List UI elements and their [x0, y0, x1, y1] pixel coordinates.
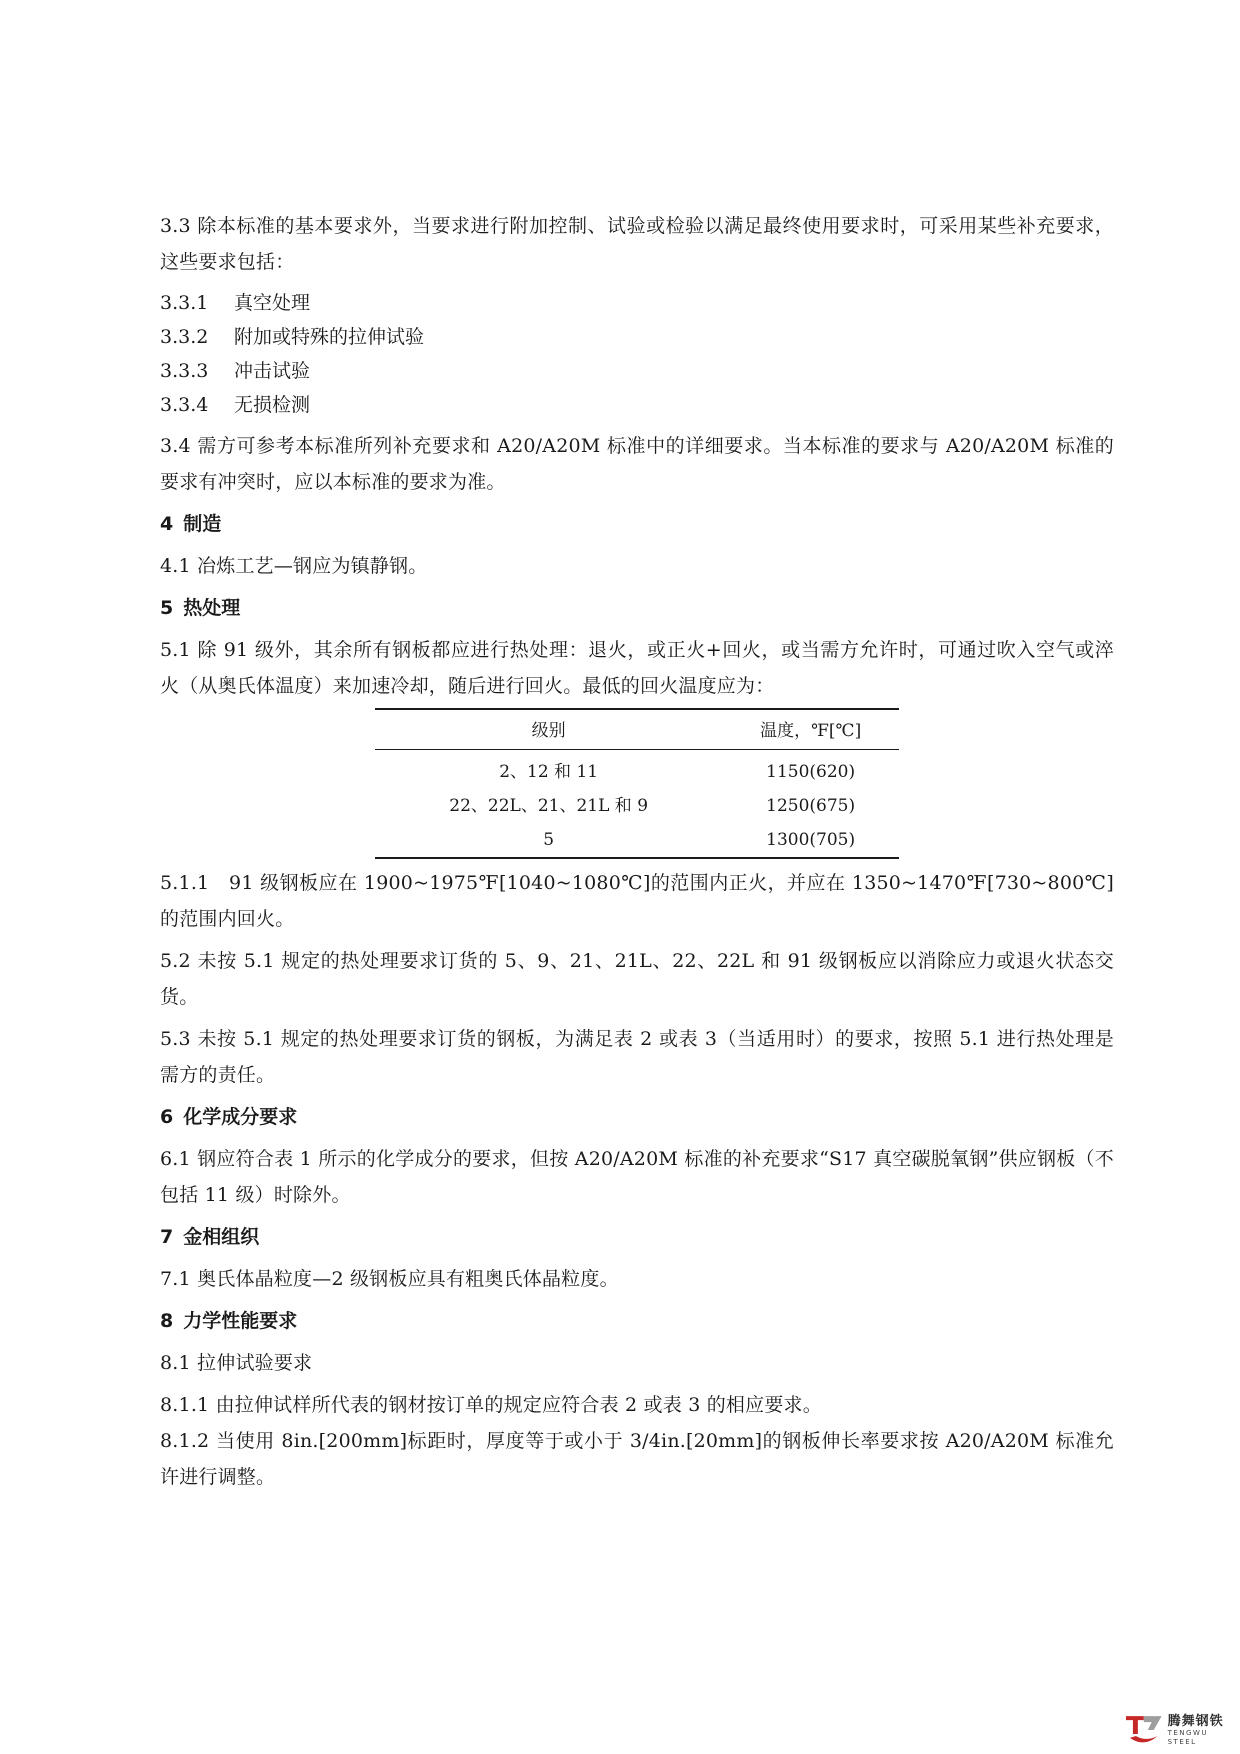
item-number: 3.3.3	[160, 360, 209, 382]
column-header-temperature: 温度，℉[℃]	[722, 709, 899, 750]
paragraph-5-1: 5.1 除 91 级外，其余所有钢板都应进行热处理：退火，或正火+回火，或当需方允许时，可通过吹入空气或淬火（从奥氏体温度）来加速冷却，随后进行回火。最低的回火温度应为：	[160, 639, 1114, 697]
paragraph-6-1: 6.1 钢应符合表 1 所示的化学成分的要求，但按 A20/A20M 标准的补充要求“S17 真空碳脱氧钢”供应钢板（不包括 11 级）时除外。	[160, 1148, 1114, 1206]
item-text: 附加或特殊的拉伸试验	[234, 326, 425, 348]
paragraph-3-3: 3.3 除本标准的基本要求外，当要求进行附加控制、试验或检验以满足最终使用要求时，可采用某些补充要求，这些要求包括：	[160, 215, 1114, 273]
table-row	[375, 750, 899, 790]
heading-title: 力学性能要求	[183, 1310, 298, 1332]
heading-title: 化学成分要求	[183, 1106, 298, 1128]
paragraph-4-1: 4.1 冶炼工艺—钢应为镇静钢。	[160, 555, 428, 577]
logo-name-cn: 腾舞钢铁	[1167, 1713, 1224, 1729]
paragraph-5-1-1: 5.1.1 91 级钢板应在 1900~1975℉[1040~1080℃]的范围内正火，并应在 1350~1470℉[730~800℃]的范围内回火。	[160, 872, 1114, 930]
list-item	[160, 320, 1114, 354]
section-heading-5	[160, 590, 1114, 626]
company-logo	[1124, 1712, 1240, 1748]
paragraph-5-2: 5.2 未按 5.1 规定的热处理要求订货的 5、9、21、21L、22、22L 和 91 级钢板应以消除应力或退火状态交货。	[160, 950, 1114, 1008]
item-text: 真空处理	[234, 292, 311, 314]
heading-title: 制造	[183, 513, 222, 535]
section-heading-8	[160, 1303, 1114, 1339]
item-text: 冲击试验	[234, 360, 311, 382]
paragraph-8-1: 8.1 拉伸试验要求	[160, 1352, 313, 1374]
paragraph-8-1-1: 8.1.1 由拉伸试样所代表的钢材按订单的规定应符合表 2 或表 3 的相应要求。	[160, 1394, 822, 1416]
section-heading-7	[160, 1219, 1114, 1255]
paragraph-5-3: 5.3 未按 5.1 规定的热处理要求订货的钢板，为满足表 2 或表 3（当适用时）的要求，按照 5.1 进行热处理是需方的责任。	[160, 1028, 1114, 1086]
paragraph-8-1-2: 8.1.2 当使用 8in.[200mm]标距时，厚度等于或小于 3/4in.[20mm]的钢板伸长率要求按 A20/A20M 标准允许进行调整。	[160, 1430, 1114, 1488]
table-cell-grade: 22、22L、21、21L 和 9	[449, 796, 649, 816]
heading-title: 金相组织	[183, 1226, 260, 1248]
table-cell-grade: 5	[375, 823, 722, 858]
document-body	[160, 208, 1114, 1501]
logo-name-en: TENGWU STEEL	[1167, 1728, 1209, 1746]
heading-number: 7	[160, 1226, 174, 1248]
tempering-temperature-table	[375, 708, 899, 859]
column-header-grade: 级别	[375, 709, 722, 750]
table-cell-temperature: 1150(620)	[766, 762, 856, 782]
list-item	[160, 354, 1114, 388]
item-number: 3.3.2	[160, 326, 209, 348]
list-3-3	[160, 286, 1114, 422]
heading-number: 4	[160, 513, 174, 535]
item-number: 3.3.1	[160, 292, 209, 314]
table-header-row	[375, 709, 899, 750]
table-cell-temperature: 1250(675)	[766, 796, 856, 816]
heading-number: 5	[160, 597, 174, 619]
table-cell-temperature: 1300(705)	[722, 823, 899, 858]
heading-number: 8	[160, 1310, 174, 1332]
table-row	[375, 789, 899, 823]
list-item	[160, 286, 1114, 320]
heading-number: 6	[160, 1106, 174, 1128]
item-text: 无损检测	[234, 394, 311, 416]
heading-title: 热处理	[183, 597, 241, 619]
paragraph-7-1: 7.1 奥氏体晶粒度—2 级钢板应具有粗奥氏体晶粒度。	[160, 1268, 619, 1290]
table-cell-grade: 2、12 和 11	[499, 762, 599, 782]
item-number: 3.3.4	[160, 394, 209, 416]
table-row	[375, 823, 899, 858]
logo-text	[1168, 1714, 1240, 1747]
section-heading-4	[160, 506, 1114, 542]
list-item	[160, 388, 1114, 422]
paragraph-3-4: 3.4 需方可参考本标准所列补充要求和 A20/A20M 标准中的详细要求。当本标准的要求与 A20/A20M 标准的要求有冲突时，应以本标准的要求为准。	[160, 435, 1114, 493]
section-heading-6	[160, 1099, 1114, 1135]
tengwu-logo-icon	[1124, 1712, 1164, 1748]
